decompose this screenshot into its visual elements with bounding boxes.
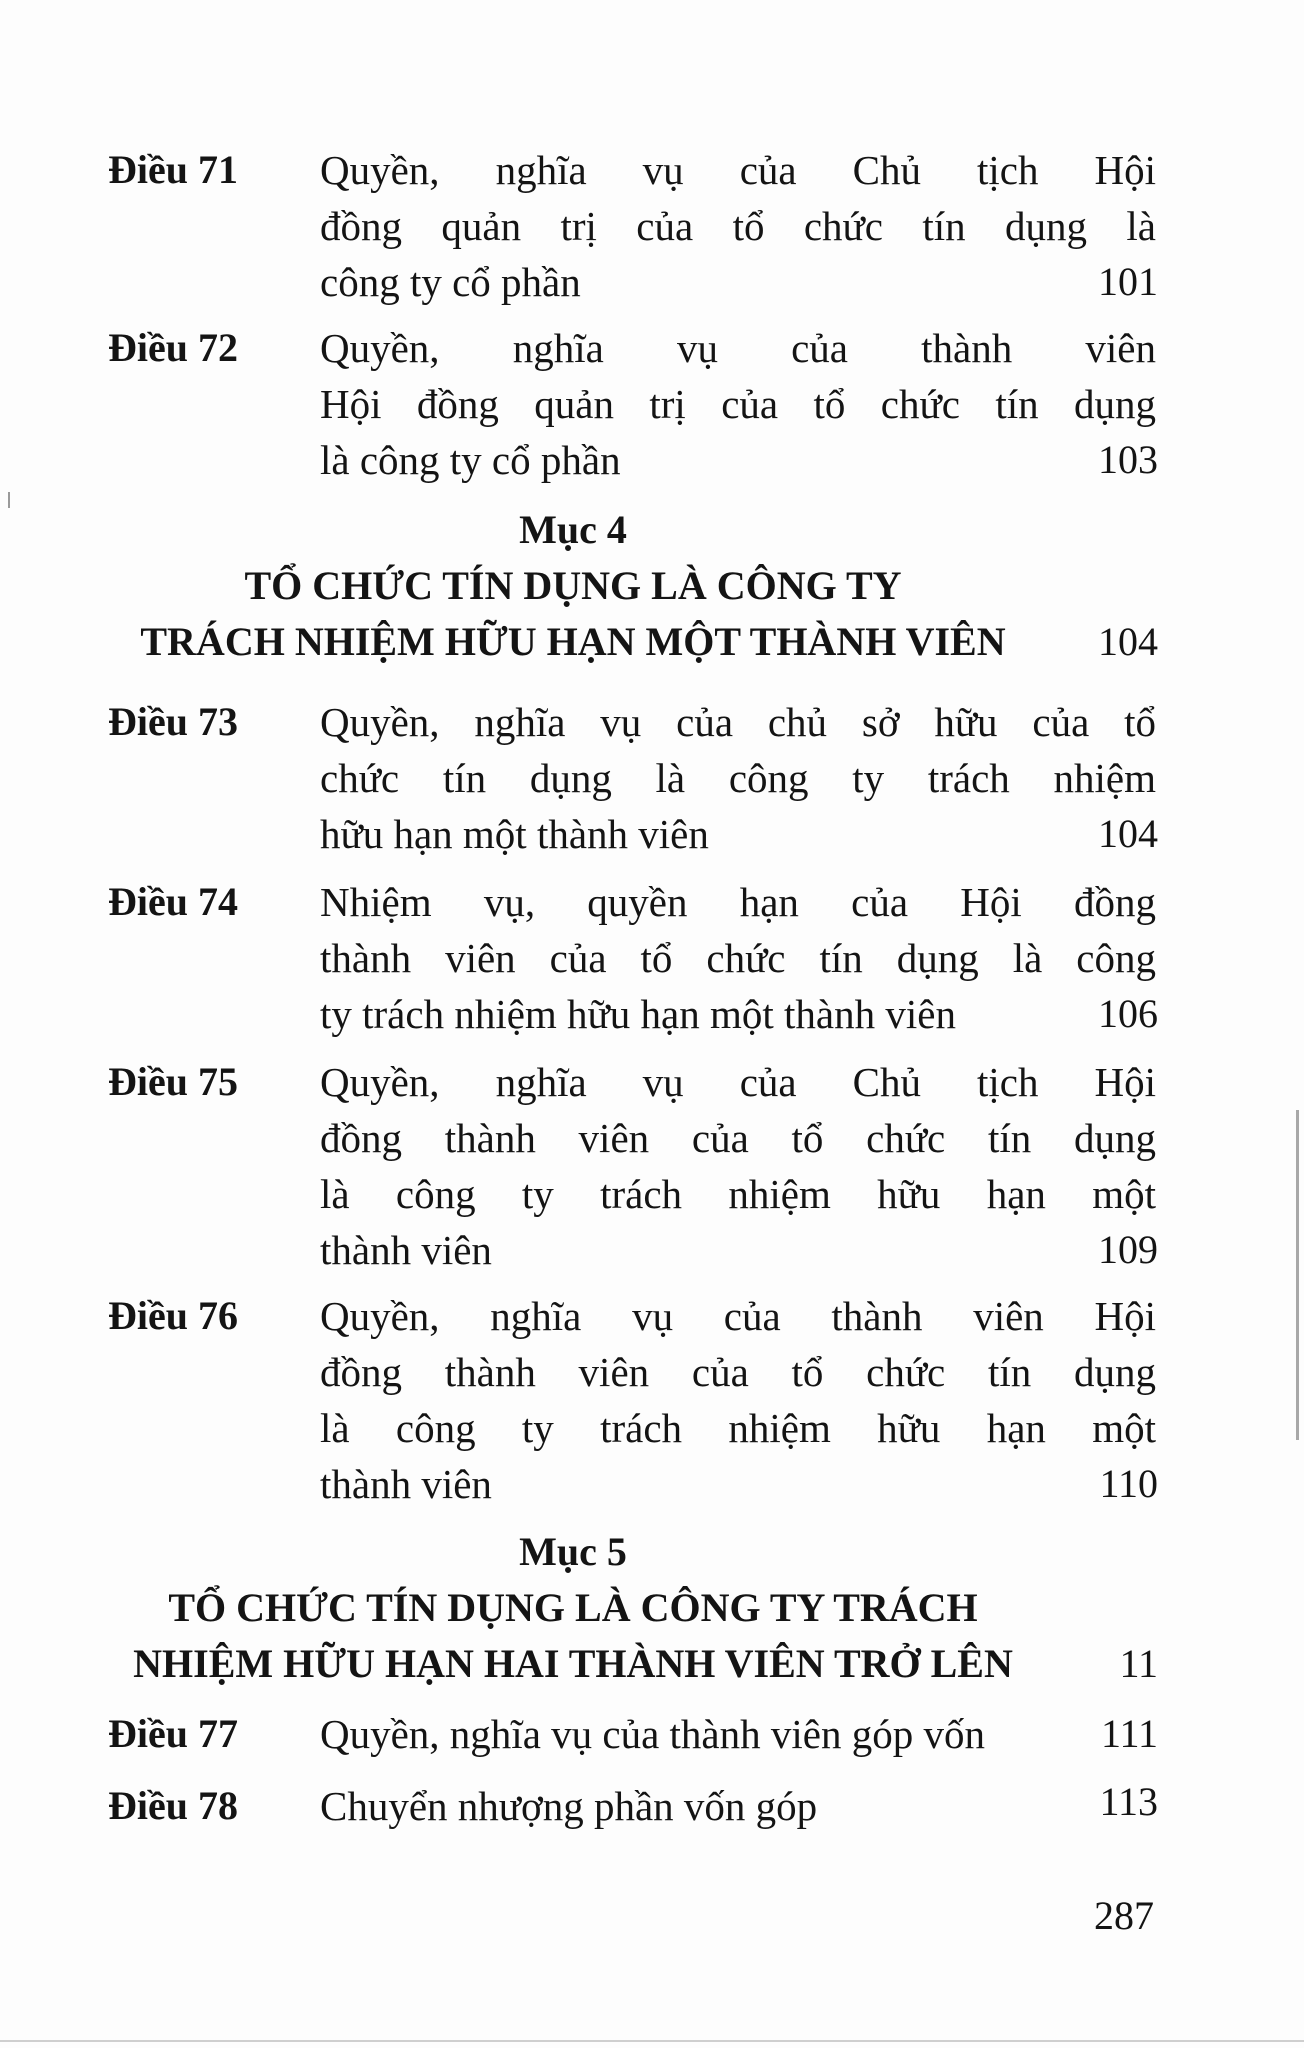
article-title: [320, 142, 1156, 310]
page-ref: 109: [1098, 1227, 1158, 1272]
article-label: Điều 76: [108, 1293, 238, 1338]
article-label: Điều 71: [108, 147, 238, 192]
title-line: Hội đồng quản trị của tổ chức tín dụng: [320, 381, 1156, 427]
scan-edge-shadow: [1296, 1110, 1299, 1440]
title-line: Chuyển nhượng phần vốn góp: [320, 1783, 818, 1829]
article-title: [320, 320, 1156, 488]
article-label: Điều 78: [108, 1783, 238, 1828]
title-line: Quyền, nghĩa vụ của thành viên Hội: [320, 1293, 1156, 1339]
article-label: Điều 74: [108, 879, 238, 924]
page-ref: 101: [1098, 259, 1158, 304]
title-line: thành viên: [320, 1461, 492, 1507]
article-title: [320, 874, 1156, 1042]
page-number: 287: [1094, 1893, 1154, 1938]
title-line: công ty cổ phần: [320, 259, 581, 305]
title-line: hữu hạn một thành viên: [320, 811, 709, 857]
scan-mark: [8, 492, 10, 508]
article-label: Điều 72: [108, 325, 238, 370]
page-ref: 110: [1099, 1461, 1158, 1506]
title-line: Quyền, nghĩa vụ của thành viên góp vốn: [320, 1711, 985, 1757]
title-line: chức tín dụng là công ty trách nhiệm: [320, 755, 1156, 801]
section-title-line: TRÁCH NHIỆM HỮU HẠN MỘT THÀNH VIÊN: [140, 619, 1006, 664]
title-line: thành viên: [320, 1227, 492, 1273]
title-line: đồng thành viên của tổ chức tín dụng: [320, 1115, 1156, 1161]
title-line: là công ty cổ phần: [320, 437, 621, 483]
title-line: Quyền, nghĩa vụ của Chủ tịch Hội: [320, 147, 1156, 193]
section-title-line: NHIỆM HỮU HẠN HAI THÀNH VIÊN TRỞ LÊN: [133, 1641, 1013, 1686]
page-ref: 104: [1098, 619, 1158, 664]
article-label: Điều 73: [108, 699, 238, 744]
title-line: đồng thành viên của tổ chức tín dụng: [320, 1349, 1156, 1395]
title-line: Quyền, nghĩa vụ của chủ sở hữu của tổ: [320, 699, 1156, 745]
page-ref: 104: [1098, 811, 1158, 856]
article-label: Điều 75: [108, 1059, 238, 1104]
section-label: Mục 5: [519, 1529, 627, 1574]
section-title-line: TỔ CHỨC TÍN DỤNG LÀ CÔNG TY TRÁCH: [168, 1585, 978, 1630]
page-ref: 106: [1098, 991, 1158, 1036]
page-ref: 111: [1100, 1711, 1158, 1756]
section-title-line: TỔ CHỨC TÍN DỤNG LÀ CÔNG TY: [244, 563, 902, 608]
article-title: [320, 1288, 1156, 1512]
title-line: Quyền, nghĩa vụ của thành viên: [320, 325, 1156, 371]
title-line: Nhiệm vụ, quyền hạn của Hội đồng: [320, 879, 1156, 925]
title-line: là công ty trách nhiệm hữu hạn một: [320, 1405, 1156, 1451]
scan-bottom-edge: [0, 2040, 1304, 2042]
page-ref: 113: [1099, 1779, 1158, 1824]
page-ref: 11: [1119, 1641, 1158, 1686]
article-label: Điều 77: [108, 1711, 238, 1756]
title-line: là công ty trách nhiệm hữu hạn một: [320, 1171, 1156, 1217]
article-title: [320, 1706, 1156, 1762]
title-line: Quyền, nghĩa vụ của Chủ tịch Hội: [320, 1059, 1156, 1105]
page-ref: 103: [1098, 437, 1158, 482]
title-line: ty trách nhiệm hữu hạn một thành viên: [320, 991, 956, 1037]
title-line: đồng quản trị của tổ chức tín dụng là: [320, 203, 1156, 249]
title-line: thành viên của tổ chức tín dụng là công: [320, 935, 1156, 981]
section-label: Mục 4: [519, 507, 627, 552]
article-title: [320, 694, 1156, 862]
article-title: [320, 1054, 1156, 1278]
article-title: [320, 1778, 1156, 1834]
